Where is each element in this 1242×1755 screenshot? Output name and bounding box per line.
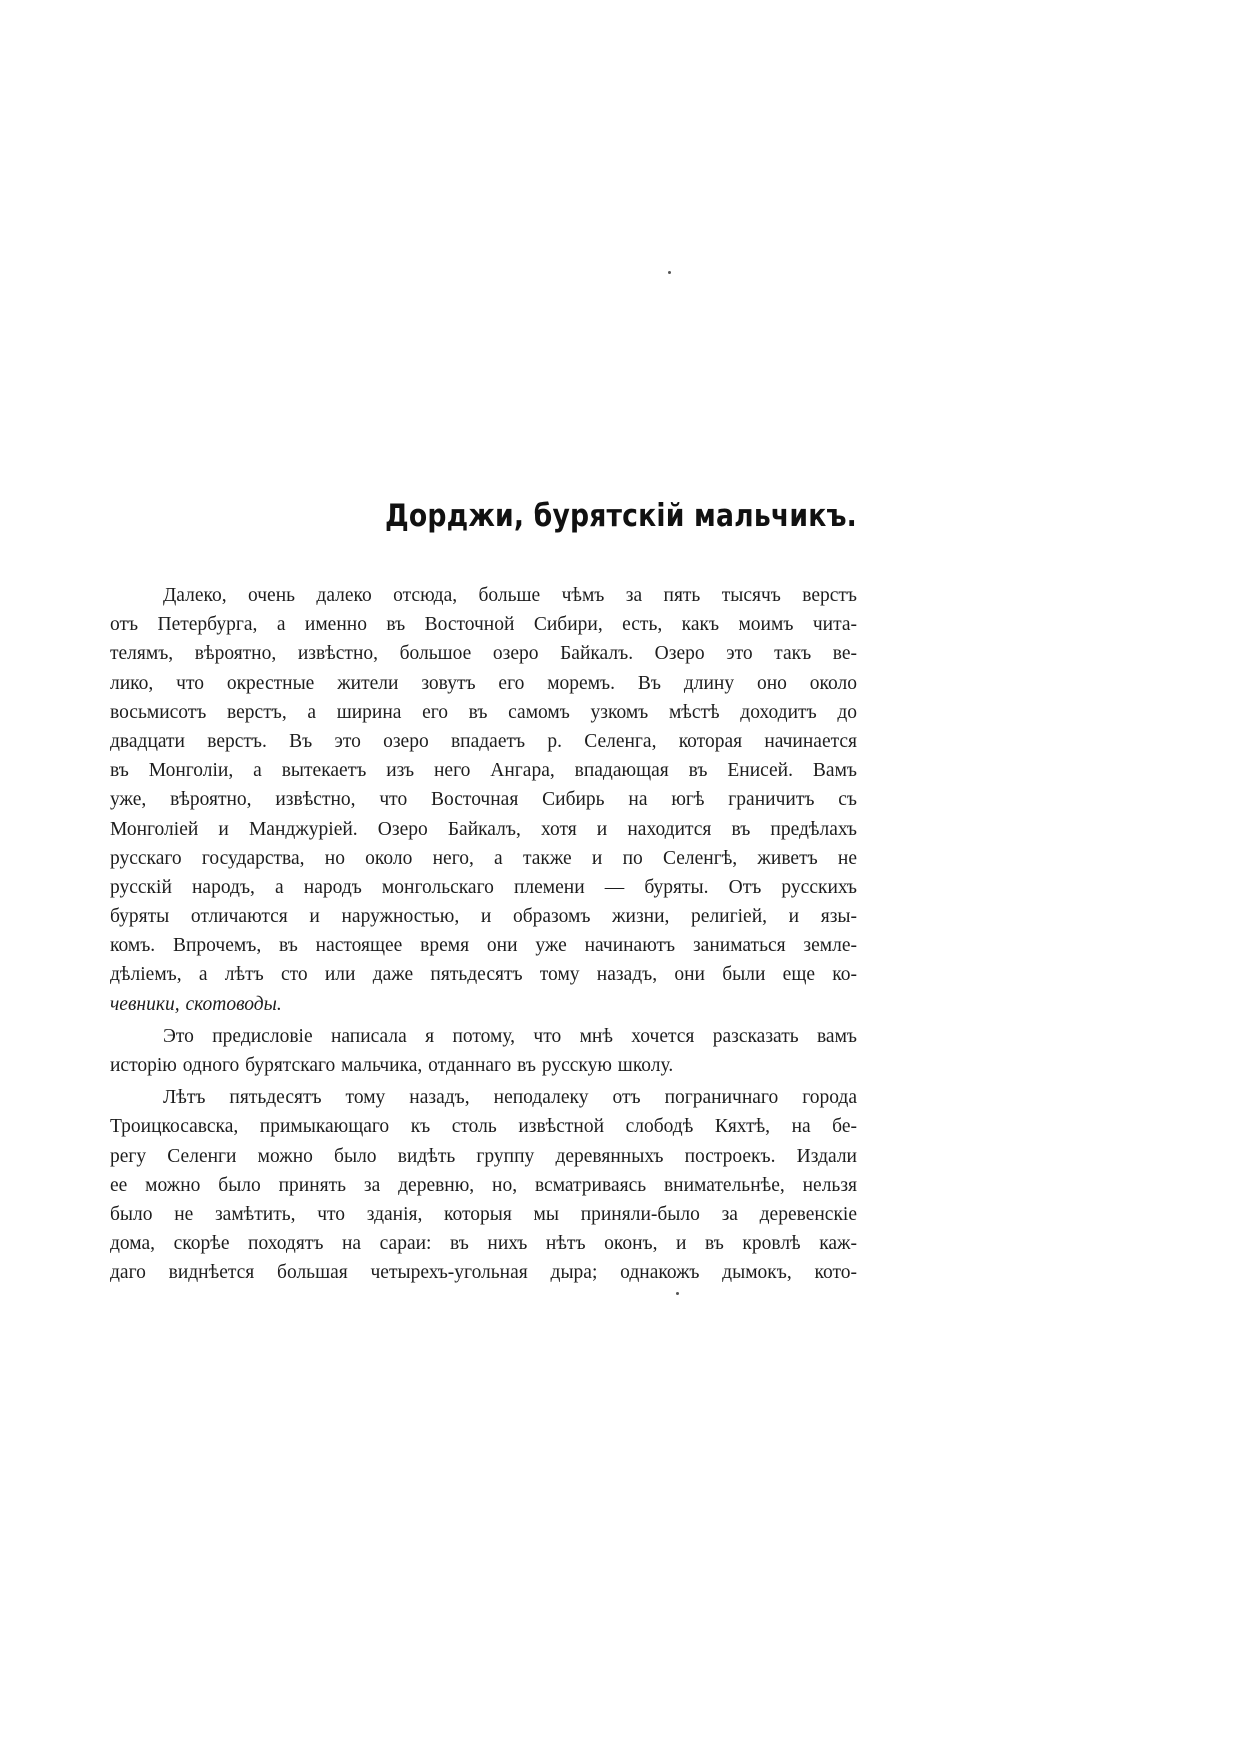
text-line: уже, вѣроятно, извѣстно, что Восточная Сибирь на югѣ граничитъ съ	[110, 789, 857, 811]
text-line: двадцати верстъ. Въ это озеро впадаетъ р. Селенга, которая начинается	[110, 730, 857, 752]
italic-text: чевники, скотоводы.	[110, 993, 282, 1015]
text-line: отъ Петербурга, а именно въ Восточной Сибири, есть, какъ моимъ чита-	[110, 614, 857, 636]
text-line: ее можно было принять за деревню, но, всматриваясь внимательнѣе, нельзя	[110, 1174, 857, 1196]
paragraph-preface	[110, 1022, 857, 1080]
text-line: даго виднѣется большая четырехъ-угольная дыра; однакожъ дымокъ, кото-	[110, 1262, 857, 1284]
ink-speck	[668, 271, 671, 274]
text-line: въ Монголіи, а вытекаетъ изъ него Ангара, впадающая въ Енисей. Вамъ	[110, 760, 857, 782]
text-line: русскій народъ, а народъ монгольскаго племени — буряты. Отъ русскихъ	[110, 876, 857, 898]
paragraph-story	[110, 1083, 857, 1287]
body-text	[110, 581, 857, 1288]
text-line: русскаго государства, но около него, а также и по Селенгѣ, живетъ не	[110, 847, 857, 869]
text-line: Монголіей и Манджуріей. Озеро Байкалъ, хотя и находится въ предѣлахъ	[110, 818, 857, 840]
text-line: исторію одного бурятскаго мальчика, отданнаго въ русскую школу.	[110, 1055, 674, 1076]
ink-speck	[676, 1292, 679, 1295]
text-line: Троицкосавска, примыкающаго къ столь извѣстной слободѣ Кяхтѣ, на бе-	[110, 1116, 857, 1138]
text-line: было не замѣтить, что зданія, которыя мы приняли-было за деревенскіе	[110, 1203, 857, 1225]
text-line: восьмисотъ верстъ, а ширина его въ самомъ узкомъ мѣстѣ доходитъ до	[110, 701, 857, 723]
paragraph-intro	[110, 581, 857, 1019]
text-line: дѣліемъ, а лѣтъ сто или даже пятьдесятъ тому назадъ, они были еще ко-	[110, 964, 857, 986]
text-line: Далеко, очень далеко отсюда, больше чѣмъ за пять тысячъ верстъ	[163, 585, 857, 606]
text-line-italic	[110, 990, 857, 1019]
text-line: буряты отличаются и наружностью, и образомъ жизни, религіей, и язы-	[110, 906, 857, 928]
text-line: комъ. Впрочемъ, въ настоящее время они уже начинаютъ заниматься земле-	[110, 935, 857, 957]
text-line: лико, что окрестные жители зовутъ его моремъ. Въ длину оно около	[110, 672, 857, 694]
chapter-title: Дорджи, бурятскій мальчикъ.	[384, 498, 857, 534]
text-line: телямъ, вѣроятно, извѣстно, большое озеро Байкалъ. Озеро это такъ ве-	[110, 643, 857, 665]
text-line: регу Селенги можно было видѣть группу деревянныхъ построекъ. Издали	[110, 1145, 857, 1167]
text-line: Это предисловіе написала я потому, что мнѣ хочется разсказать вамъ	[163, 1025, 857, 1047]
text-line: Лѣтъ пятьдесятъ тому назадъ, неподалеку отъ пограничнаго города	[163, 1087, 857, 1109]
text-line: дома, скорѣе походятъ на сараи: въ нихъ нѣтъ оконъ, и въ кровлѣ каж-	[110, 1233, 857, 1255]
